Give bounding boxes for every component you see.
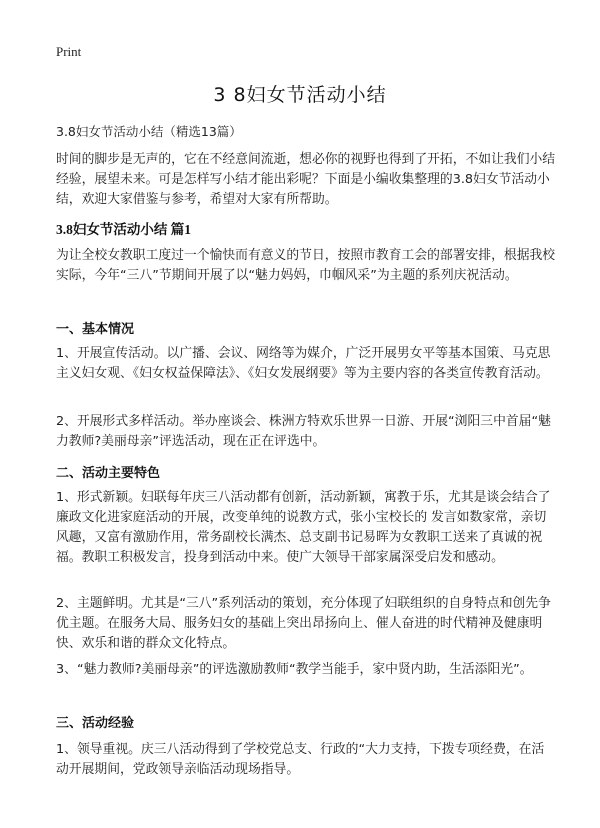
- section1-item: 2、开展形式多样活动。举办座谈会、株洲方特欢乐世界一日游、开展“浏阳三中首届“魅力教师?美丽母亲”评选活动，现在正在评选中。: [56, 414, 551, 449]
- intro-paragraph: 时间的脚步是无声的，它在不经意间流逝，想必你的视野也得到了开拓，不如让我们小结经验，展望未来。可是怎样写小结才能出彩呢？下面是小编收集整理的3.8妇女节活动小结，欢迎大家借鉴与参考，希望对大家有所帮助。: [56, 152, 556, 207]
- section2-heading: 二、活动主要特色: [56, 466, 161, 481]
- page-title: 3 8妇女节活动小结: [213, 84, 387, 106]
- print-link[interactable]: Print: [56, 44, 82, 59]
- section1-item: 1、开展宣传活动。以广播、会议、网络等为媒介，广泛开展男女平等基本国策、马克思主义妇女观、《妇女权益保障法》、《妇女发展纲要》等为主要内容的各类宣传教育活动。: [56, 346, 551, 381]
- article-subtitle: 3.8妇女节活动小结（精选13篇）: [56, 124, 242, 139]
- section3-item: 1、领导重视。庆三八活动得到了学校党总支、行政的“大力支持，下拨专项经费，在活动开展期间，党政领导亲临活动现场指导。: [56, 742, 545, 777]
- section2-item: 2、主题鲜明。尤其是“三八”系列活动的策划，充分体现了妇联组织的自身特点和创先争优主题。在服务大局、服务妇女的基础上突出昂扬向上、催人奋进的时代精神及健康明快、欢乐和谐的群众文化特点。: [56, 596, 551, 651]
- section2-item: 3、“魅力教师?美丽母亲”的评选激励教师“教学当能手，家中贤内助，生活添阳光”。: [56, 662, 533, 677]
- section3-heading: 三、活动经验: [56, 716, 135, 731]
- part1-heading: 3.8妇女节活动小结 篇1: [56, 222, 191, 237]
- part1-intro-paragraph: 为让全校女教职工度过一个愉快而有意义的节日，按照市教育工会的部署安排，根据我校实际，今年“三八”节期间开展了以“魅力妈妈，巾帼风采”为主题的系列庆祝活动。: [56, 248, 556, 283]
- section2-item: 1、形式新颖。妇联每年庆三八活动都有创新，活动新颖，寓教于乐，尤其是谈会结合了廉政文化进家庭活动的开展，改变单纯的说教方式，张小宝校长的 发言如数家常，亲切风趣，又富有激励作用，常务副校长满杰、总支副书记易晖为女教职工送来了真诚的祝福。教职工积极发言，投身到活动中来。使广大领导干部家属深受启发和感动。: [56, 490, 551, 565]
- section1-heading: 一、基本情况: [56, 322, 135, 337]
